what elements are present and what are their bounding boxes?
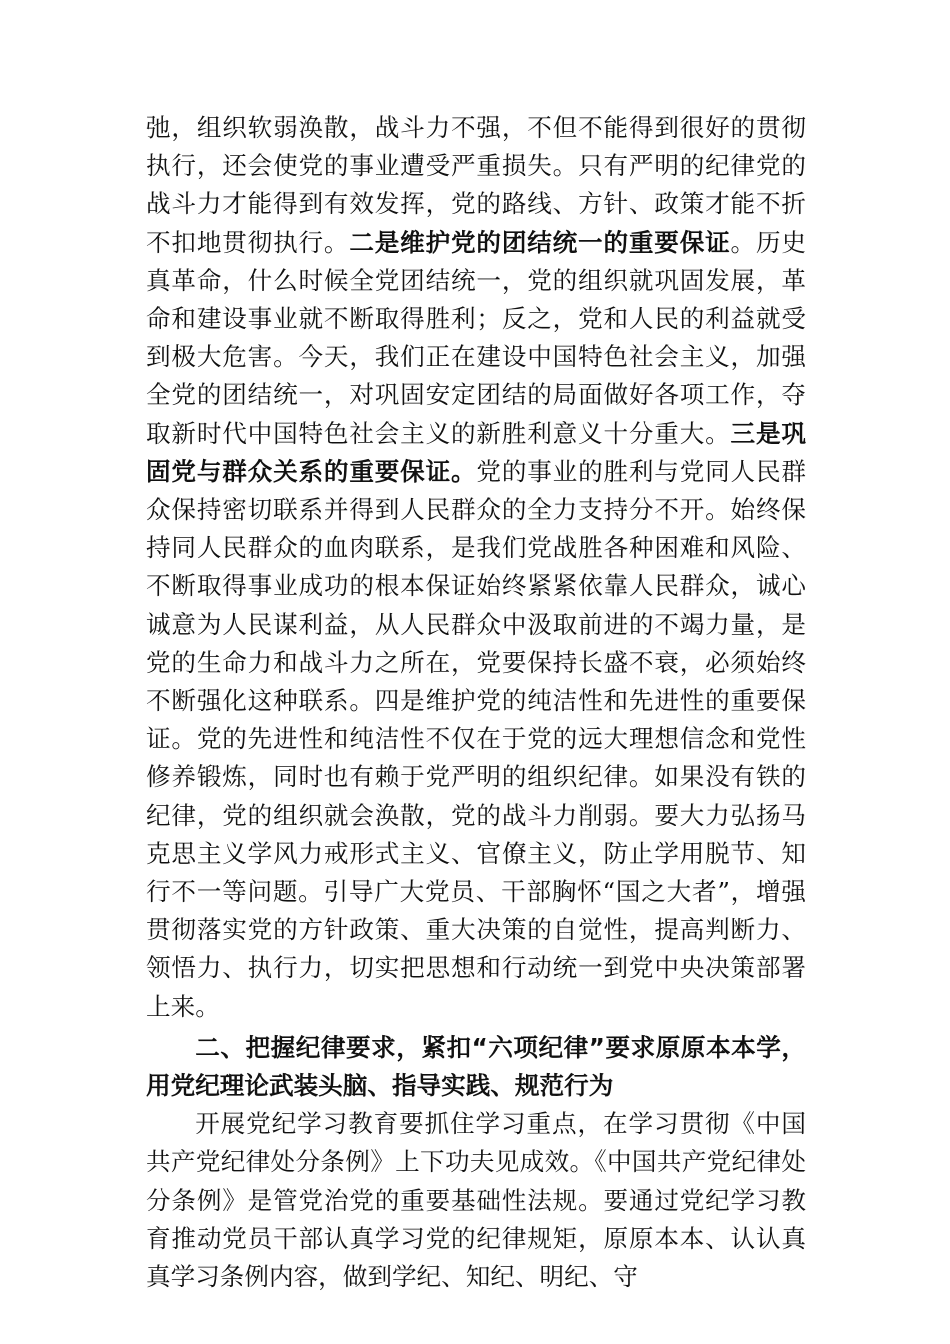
paragraph-text: 。历史真革命，什么时候全党团结统一，党的组织就巩固发展，革命和建设事业就不断取得胜利；反之，党和人民的利益就受到极大危害。今天，我们正在建设中国特色社会主义，加强全党的团结统一，对巩固安定团结的局面做好各项工作，夺取新时代中国特色社会主义的新胜利意义十分重大。 [146,227,806,448]
bold-point-three: 三是巩固党与群众关系的重要保证。 [146,418,806,486]
paragraph-text: 党的事业的胜利与党同人民群众保持密切联系并得到人民群众的全力支持分不开。始终保持同人民群众的血肉联系，是我们党战胜各种困难和风险、不断取得事业成功的根本保证始终紧紧依靠人民群众，诚心诚意为人民谋利益，从人民群众中汲取前进的不竭力量，是党的生命力和战斗力之所在，党要保持长盛不衰，必须始终不断强化这种联系。四是维护党的纯洁性和先进性的重要保证。党的先进性和纯洁性不仅在于党的远大理想信念和党性修养锻炼，同时也有赖于党严明的组织纪律。如果没有铁的纪律，党的组织就会涣散，党的战斗力削弱。要大力弘扬马克思主义学风力戒形式主义、官僚主义，防止学用脱节、知行不一等问题。引导广大党员、干部胸怀“国之大者”，增强贯彻落实党的方针政策、重大决策的自觉性，提高判断力、领悟力、执行力，切实把思想和行动统一到党中央决策部署上来。 [146,456,806,1021]
body-paragraph-1 [146,109,806,1026]
body-paragraph-2: 开展党纪学习教育要抓住学习重点，在学习贯彻《中国共产党纪律处分条例》上下功夫见成效。《中国共产党纪律处分条例》是管党治党的重要基础性法规。要通过党纪学习教育推动党员干部认真学习党的纪律规矩，原原本本、认认真真学习条例内容，做到学纪、知纪、明纪、守 [146,1109,806,1292]
document-page [146,109,806,1296]
bold-point-two: 二是维护党的团结统一的重要保证 [349,227,731,257]
section-heading-2: 二、把握纪律要求，紧扣“六项纪律”要求原原本本学，用党纪理论武装头脑、指导实践、规范行为 [146,1032,806,1101]
paragraph-text: 弛，组织软弱涣散，战斗力不强，不但不能得到很好的贯彻执行，还会使党的事业遭受严重损失。只有严明的纪律党的战斗力才能得到有效发挥，党的路线、方针、政策才能不折不扣地贯彻执行。 [146,113,806,257]
